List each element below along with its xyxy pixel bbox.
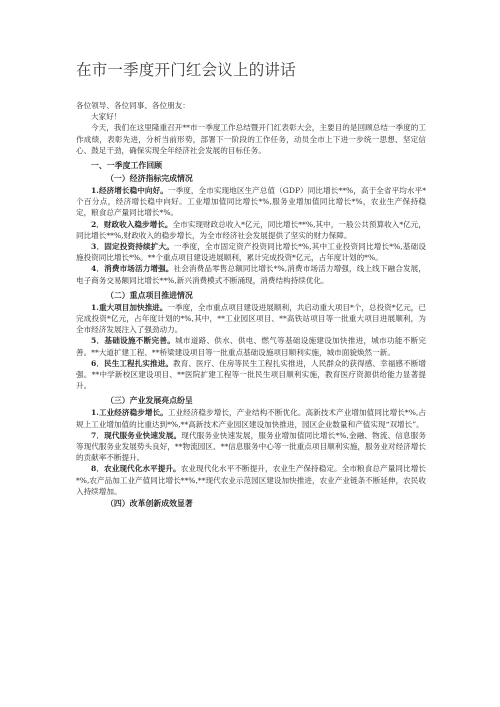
salutation: 各位领导、各位同事、各位朋友：: [76, 101, 190, 110]
item-lead: 8．农业现代化水平提升。: [91, 464, 181, 474]
item-lead: 6．民生工程扎实推进。: [91, 358, 174, 368]
item-text: 工业经济稳步增长，产业结构不断优化。高新技术产业增加值同比增长*%,占规上工业增加值的比重达到*%,**高新技术产业园区建设加快推进，园区企业数量和产值实现“双增长”。: [76, 408, 426, 429]
item-text: 社会消费品零售总额同比增长*%,消费市场活力增强，线上线下融合发展，电子商务交易额同比增长**%,新兴消费模式不断涌现，消费结构持续优化。: [76, 264, 426, 285]
paragraph-item: [76, 241, 426, 263]
paragraph-item: [76, 430, 426, 464]
item-text: 城市道路、供水、供电、燃气等基础设施建设加快推进，城市功能不断完善。**大道扩建工程、**桥梁建设项目等一批重点基础设施项目顺利实施，城市面貌焕然一新。: [76, 336, 426, 357]
subsection-heading-projects: （二）重点项目推进情况: [106, 290, 193, 300]
paragraph-item: [76, 302, 426, 336]
section-heading-review: 一、一季度工作回顾: [91, 161, 163, 171]
item-lead: 1.工业经济稳步增长。: [91, 408, 168, 418]
item-lead: 3．固定投资持续扩大。: [91, 242, 175, 252]
paragraph-item: [76, 463, 426, 497]
item-lead: 4．消费市场活力增强。: [91, 264, 174, 274]
item-text: 农业现代化水平不断提升，农业生产保持稳定。全市粮食总产量同比增长*%,农产品加工业产值同比增长**%,**现代农业示范园区建设加快推进，农业产业链条不断延伸，农民收入持续增加。: [76, 464, 426, 496]
paragraph-item: [76, 185, 426, 219]
paragraph-item: [76, 358, 426, 392]
item-text: 一季度，全市固定资产投资同比增长*%,其中工业投资同比增长*%,基础设施投资同比增长*%。**个重点项目建设进展顺利，累计完成投资*亿元，占年度计划的*%。: [76, 242, 426, 263]
paragraph-item: [76, 219, 426, 241]
item-text: 教育、医疗、住房等民生工程扎实推进，人民群众的获得感、幸福感不断增强。**中学新校区建设项目、**医院扩建工程等一批民生项目顺利实施，教育医疗资源供给能力显著提升。: [76, 358, 426, 391]
paragraph-item: [76, 263, 426, 285]
item-text: 一季度，全市实现地区生产总值（GDP）同比增长**%，高于全省平均水平*个百分点，经济增长稳中向好。工业增加值同比增长*%,服务业增加值同比增长*%，农业生产保持稳定，粮食总产量同比增长*%。: [76, 186, 426, 218]
paragraph-item: [76, 335, 426, 357]
subsection-heading-reform: （四）改革创新成效显著: [106, 499, 193, 509]
item-lead: 1.重大项目加快推进。: [91, 302, 168, 312]
document-title: 在市一季度开门红会议上的讲话: [76, 61, 296, 79]
intro-paragraph: 今天，我们在这里隆重召开**市一季度工作总结暨开门红表彰大会，主要目的是回顾总结一季度的工作成绩，表彰先进，分析当前形势，部署下一阶段的工作任务，动员全市上下进一步统一思想、坚定信心、鼓足干劲，确保实现全年经济社会发展的目标任务。: [76, 123, 426, 155]
document-body: [76, 58, 426, 510]
paragraph-item: [76, 407, 426, 429]
item-lead: 1.经济增长稳中向好。: [91, 186, 168, 196]
subsection-heading-indicators: （一）经济指标完成情况: [106, 174, 193, 184]
subsection-heading-industry: （三）产业发展亮点纷呈: [106, 396, 193, 406]
item-lead: 2．财政收入稳步增长。: [91, 219, 173, 229]
item-text: 一季度，全市重点项目建设进展顺利，共启动重大项目*个，总投资*亿元，已完成投资*亿元，占年度计划的*%,其中，**工业园区项目、**高铁站项目等一批重大项目进展顺利，为全市经济发展注入了强劲动力。: [76, 302, 427, 335]
item-lead: 7．现代服务业快速发展。: [91, 430, 182, 440]
item-lead: 5．基础设施不断完善。: [91, 336, 176, 346]
item-text: 全市实现财政总收入*亿元，同比增长**%,其中，一般公共预算收入*亿元，同比增长**%,财政收入的稳步增长，为全市经济社会发展提供了坚实的财力保障。: [76, 219, 426, 240]
item-text: 现代服务业快速发展，服务业增加值同比增长*%,金融、物流、信息服务等现代服务业发展势头良好，**物流园区、**信息服务中心等一批重点项目顺利实施，服务业对经济增长的贡献率不断提升。: [76, 430, 426, 463]
greeting: 大家好！: [91, 112, 122, 122]
